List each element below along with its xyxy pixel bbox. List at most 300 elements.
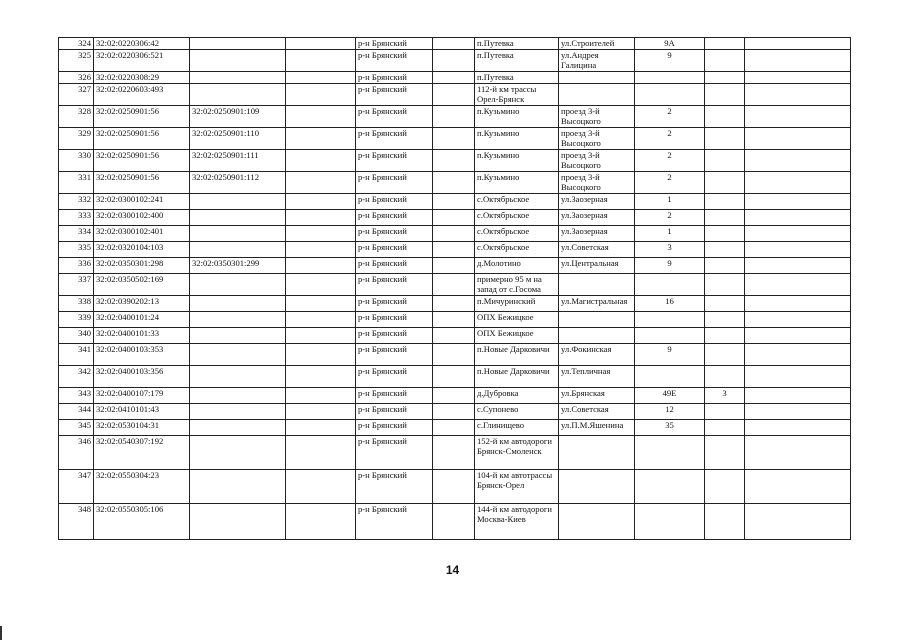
page-number: 14 bbox=[445, 563, 460, 577]
cell-cadastral-number: 32:02:0300102:241 bbox=[94, 194, 190, 210]
cell-cadastral-number-2 bbox=[190, 210, 286, 226]
cell-empty bbox=[745, 50, 851, 72]
cell-street: проезд 3-й Высоцкого bbox=[559, 172, 635, 194]
cell-empty bbox=[286, 72, 356, 84]
cell-house: 9А bbox=[635, 38, 705, 50]
cell-district: р-н Брянский bbox=[356, 436, 433, 470]
cell-empty bbox=[433, 504, 475, 540]
cell-empty bbox=[286, 388, 356, 404]
cell-locality: п.Кузьмино bbox=[475, 128, 559, 150]
cell-cadastral-number-2 bbox=[190, 366, 286, 388]
cell-building bbox=[705, 504, 745, 540]
cell-street bbox=[559, 328, 635, 344]
cell-cadastral-number-2 bbox=[190, 296, 286, 312]
table-row bbox=[59, 128, 851, 150]
cell-cadastral-number: 32:02:0300102:401 bbox=[94, 226, 190, 242]
cell-district: р-н Брянский bbox=[356, 172, 433, 194]
cell-empty bbox=[286, 194, 356, 210]
cell-row-number: 329 bbox=[59, 128, 94, 150]
cell-cadastral-number: 32:02:0400103:353 bbox=[94, 344, 190, 366]
cell-cadastral-number: 32:02:0350502:169 bbox=[94, 274, 190, 296]
cell-street: ул.Андрея Галицина bbox=[559, 50, 635, 72]
cell-cadastral-number: 32:02:0250901:56 bbox=[94, 172, 190, 194]
table-row bbox=[59, 274, 851, 296]
cell-row-number: 332 bbox=[59, 194, 94, 210]
cell-building bbox=[705, 420, 745, 436]
cell-cadastral-number-2 bbox=[190, 194, 286, 210]
cell-house: 3 bbox=[635, 242, 705, 258]
cell-district: р-н Брянский bbox=[356, 226, 433, 242]
cell-cadastral-number: 32:02:0400101:33 bbox=[94, 328, 190, 344]
table-row bbox=[59, 436, 851, 470]
cell-district: р-н Брянский bbox=[356, 128, 433, 150]
cell-building bbox=[705, 258, 745, 274]
cell-empty bbox=[286, 106, 356, 128]
cell-street: ул.Фокинская bbox=[559, 344, 635, 366]
cell-row-number: 337 bbox=[59, 274, 94, 296]
cell-district: р-н Брянский bbox=[356, 274, 433, 296]
cell-house: 12 bbox=[635, 404, 705, 420]
table-row bbox=[59, 366, 851, 388]
cell-house: 9 bbox=[635, 50, 705, 72]
cell-empty bbox=[433, 388, 475, 404]
cell-locality: п.Кузьмино bbox=[475, 106, 559, 128]
cell-house: 1 bbox=[635, 226, 705, 242]
cell-row-number: 338 bbox=[59, 296, 94, 312]
cell-empty bbox=[286, 420, 356, 436]
cell-empty bbox=[745, 436, 851, 470]
cell-empty bbox=[745, 312, 851, 328]
cell-locality: с.Октябрьское bbox=[475, 194, 559, 210]
cell-row-number: 324 bbox=[59, 38, 94, 50]
cell-cadastral-number: 32:02:0300102:400 bbox=[94, 210, 190, 226]
cell-locality: с.Октябрьское bbox=[475, 242, 559, 258]
cell-cadastral-number-2 bbox=[190, 404, 286, 420]
cell-house: 1 bbox=[635, 194, 705, 210]
cell-row-number: 345 bbox=[59, 420, 94, 436]
cell-empty bbox=[286, 296, 356, 312]
cell-cadastral-number: 32:02:0250901:56 bbox=[94, 128, 190, 150]
cell-street bbox=[559, 274, 635, 296]
cell-row-number: 346 bbox=[59, 436, 94, 470]
table-row bbox=[59, 344, 851, 366]
cell-cadastral-number-2 bbox=[190, 328, 286, 344]
cell-empty bbox=[286, 274, 356, 296]
cell-street: проезд 3-й Высоцкого bbox=[559, 106, 635, 128]
cell-building bbox=[705, 106, 745, 128]
cell-district: р-н Брянский bbox=[356, 366, 433, 388]
cell-cadastral-number: 32:02:0250901:56 bbox=[94, 150, 190, 172]
cell-locality: п.Кузьмино bbox=[475, 172, 559, 194]
cell-cadastral-number: 32:02:0250901:56 bbox=[94, 106, 190, 128]
cell-street: ул.Центральная bbox=[559, 258, 635, 274]
cell-locality: п.Новые Дарковичи bbox=[475, 344, 559, 366]
cell-house bbox=[635, 470, 705, 504]
cell-empty bbox=[745, 420, 851, 436]
cell-cadastral-number: 32:02:0400107:179 bbox=[94, 388, 190, 404]
cell-locality: ОПХ Бежицкое bbox=[475, 328, 559, 344]
cell-house: 9 bbox=[635, 258, 705, 274]
cell-locality: 104-й км автотрассы Брянск-Орел bbox=[475, 470, 559, 504]
cell-empty bbox=[745, 404, 851, 420]
cell-street: ул.Строителей bbox=[559, 38, 635, 50]
cell-empty bbox=[745, 106, 851, 128]
table-row bbox=[59, 72, 851, 84]
cell-house: 35 bbox=[635, 420, 705, 436]
cell-row-number: 330 bbox=[59, 150, 94, 172]
cell-building bbox=[705, 344, 745, 366]
cell-district: р-н Брянский bbox=[356, 72, 433, 84]
cell-house: 2 bbox=[635, 128, 705, 150]
cell-row-number: 334 bbox=[59, 226, 94, 242]
cell-empty bbox=[745, 72, 851, 84]
cell-empty bbox=[433, 84, 475, 106]
cell-empty bbox=[745, 328, 851, 344]
cell-empty bbox=[286, 504, 356, 540]
cell-empty bbox=[286, 404, 356, 420]
cell-empty bbox=[286, 366, 356, 388]
cell-row-number: 347 bbox=[59, 470, 94, 504]
cell-district: р-н Брянский bbox=[356, 388, 433, 404]
cell-locality: п.Мичуринский bbox=[475, 296, 559, 312]
cell-cadastral-number: 32:02:0410101:43 bbox=[94, 404, 190, 420]
cell-building bbox=[705, 312, 745, 328]
cell-cadastral-number: 32:02:0390202:13 bbox=[94, 296, 190, 312]
cell-empty bbox=[745, 388, 851, 404]
cell-cadastral-number-2: 32:02:0250901:109 bbox=[190, 106, 286, 128]
cell-cadastral-number: 32:02:0350301:298 bbox=[94, 258, 190, 274]
cell-street bbox=[559, 504, 635, 540]
cell-house bbox=[635, 328, 705, 344]
cell-empty bbox=[286, 242, 356, 258]
cell-empty bbox=[745, 296, 851, 312]
cell-locality: с.Октябрьское bbox=[475, 210, 559, 226]
cell-cadastral-number-2 bbox=[190, 84, 286, 106]
cell-building bbox=[705, 150, 745, 172]
cell-empty bbox=[286, 258, 356, 274]
cell-empty bbox=[286, 226, 356, 242]
cell-cadastral-number-2 bbox=[190, 38, 286, 50]
cell-row-number: 325 bbox=[59, 50, 94, 72]
table-body bbox=[59, 38, 851, 540]
cell-house: 16 bbox=[635, 296, 705, 312]
cell-cadastral-number-2: 32:02:0250901:110 bbox=[190, 128, 286, 150]
cell-row-number: 348 bbox=[59, 504, 94, 540]
cell-street: ул.П.М.Яшенина bbox=[559, 420, 635, 436]
cell-building bbox=[705, 296, 745, 312]
cell-house bbox=[635, 312, 705, 328]
cell-row-number: 333 bbox=[59, 210, 94, 226]
cell-row-number: 343 bbox=[59, 388, 94, 404]
cell-cadastral-number-2: 32:02:0250901:112 bbox=[190, 172, 286, 194]
cell-row-number: 331 bbox=[59, 172, 94, 194]
table-row bbox=[59, 242, 851, 258]
cell-row-number: 339 bbox=[59, 312, 94, 328]
cell-empty bbox=[745, 38, 851, 50]
cell-locality: 112-й км трассы Орел-Брянск bbox=[475, 84, 559, 106]
cell-empty bbox=[433, 128, 475, 150]
cell-locality: д.Молотино bbox=[475, 258, 559, 274]
cell-empty bbox=[433, 106, 475, 128]
cell-cadastral-number: 32:02:0220306:521 bbox=[94, 50, 190, 72]
table-row bbox=[59, 404, 851, 420]
cell-building bbox=[705, 194, 745, 210]
cell-locality: с.Супонево bbox=[475, 404, 559, 420]
cell-house: 2 bbox=[635, 210, 705, 226]
cell-cadastral-number-2 bbox=[190, 388, 286, 404]
cell-empty bbox=[745, 242, 851, 258]
cell-locality: ОПХ Бежицкое bbox=[475, 312, 559, 328]
scan-edge-mark bbox=[0, 626, 2, 640]
cell-cadastral-number: 32:02:0550304:23 bbox=[94, 470, 190, 504]
cell-street: ул.Заозерная bbox=[559, 210, 635, 226]
cell-house: 2 bbox=[635, 172, 705, 194]
cell-cadastral-number: 32:02:0530104:31 bbox=[94, 420, 190, 436]
cell-street: ул.Тепличная bbox=[559, 366, 635, 388]
cell-empty bbox=[433, 436, 475, 470]
cell-cadastral-number: 32:02:0540307:192 bbox=[94, 436, 190, 470]
cell-empty bbox=[745, 274, 851, 296]
cell-empty bbox=[433, 274, 475, 296]
cell-cadastral-number-2 bbox=[190, 470, 286, 504]
table-row bbox=[59, 50, 851, 72]
cell-district: р-н Брянский bbox=[356, 84, 433, 106]
cell-cadastral-number-2 bbox=[190, 420, 286, 436]
table-row bbox=[59, 84, 851, 106]
cell-cadastral-number-2 bbox=[190, 312, 286, 328]
cell-building bbox=[705, 50, 745, 72]
cell-district: р-н Брянский bbox=[356, 38, 433, 50]
cell-building bbox=[705, 210, 745, 226]
cell-empty bbox=[433, 38, 475, 50]
table-row bbox=[59, 504, 851, 540]
cell-street: ул.Брянская bbox=[559, 388, 635, 404]
cell-empty bbox=[433, 72, 475, 84]
cell-street bbox=[559, 436, 635, 470]
cell-empty bbox=[286, 470, 356, 504]
cell-locality: с.Глинищево bbox=[475, 420, 559, 436]
table-row bbox=[59, 312, 851, 328]
cell-district: р-н Брянский bbox=[356, 312, 433, 328]
cell-empty bbox=[433, 242, 475, 258]
cell-cadastral-number: 32:02:0550305:106 bbox=[94, 504, 190, 540]
cell-cadastral-number-2 bbox=[190, 504, 286, 540]
cell-house bbox=[635, 84, 705, 106]
cell-locality: п.Путевка bbox=[475, 50, 559, 72]
cell-district: р-н Брянский bbox=[356, 420, 433, 436]
cell-street: проезд 3-й Высоцкого bbox=[559, 128, 635, 150]
cell-cadastral-number-2 bbox=[190, 242, 286, 258]
cell-cadastral-number-2 bbox=[190, 72, 286, 84]
cell-street: ул.Заозерная bbox=[559, 226, 635, 242]
table-row bbox=[59, 226, 851, 242]
cell-district: р-н Брянский bbox=[356, 344, 433, 366]
cell-empty bbox=[433, 172, 475, 194]
cell-empty bbox=[433, 210, 475, 226]
cell-street: проезд 3-й Высоцкого bbox=[559, 150, 635, 172]
cell-empty bbox=[433, 312, 475, 328]
cell-empty bbox=[433, 258, 475, 274]
cell-locality: с.Октябрьское bbox=[475, 226, 559, 242]
cell-district: р-н Брянский bbox=[356, 210, 433, 226]
cell-empty bbox=[745, 226, 851, 242]
cell-locality: д.Дубровка bbox=[475, 388, 559, 404]
cell-locality: примерно 95 м на запад от с.Госома bbox=[475, 274, 559, 296]
cell-district: р-н Брянский bbox=[356, 296, 433, 312]
cell-empty bbox=[433, 420, 475, 436]
cell-house bbox=[635, 436, 705, 470]
cell-cadastral-number: 32:02:0220308:29 bbox=[94, 72, 190, 84]
cell-empty bbox=[433, 404, 475, 420]
cell-cadastral-number-2 bbox=[190, 226, 286, 242]
cell-empty bbox=[745, 210, 851, 226]
cell-cadastral-number-2 bbox=[190, 50, 286, 72]
cell-empty bbox=[745, 344, 851, 366]
cell-empty bbox=[433, 470, 475, 504]
cell-cadastral-number-2: 32:02:0250901:111 bbox=[190, 150, 286, 172]
cell-row-number: 336 bbox=[59, 258, 94, 274]
cell-house: 2 bbox=[635, 106, 705, 128]
cell-empty bbox=[433, 366, 475, 388]
cell-district: р-н Брянский bbox=[356, 150, 433, 172]
document-sheet bbox=[58, 37, 850, 540]
cell-cadastral-number: 32:02:0220306:42 bbox=[94, 38, 190, 50]
cell-row-number: 326 bbox=[59, 72, 94, 84]
table-row bbox=[59, 258, 851, 274]
cell-empty bbox=[433, 344, 475, 366]
cell-empty bbox=[433, 226, 475, 242]
cell-empty bbox=[745, 150, 851, 172]
cell-street bbox=[559, 72, 635, 84]
cell-street: ул.Советская bbox=[559, 404, 635, 420]
table-row bbox=[59, 296, 851, 312]
table-row bbox=[59, 388, 851, 404]
cell-house bbox=[635, 274, 705, 296]
cell-district: р-н Брянский bbox=[356, 328, 433, 344]
table-row bbox=[59, 106, 851, 128]
cell-locality: 144-й км автодороги Москва-Киев bbox=[475, 504, 559, 540]
cell-empty bbox=[286, 128, 356, 150]
cell-empty bbox=[433, 296, 475, 312]
cell-building bbox=[705, 72, 745, 84]
cell-house: 2 bbox=[635, 150, 705, 172]
cell-locality: п.Путевка bbox=[475, 72, 559, 84]
cell-empty bbox=[286, 436, 356, 470]
cell-row-number: 340 bbox=[59, 328, 94, 344]
cell-building bbox=[705, 242, 745, 258]
cell-street: ул.Магистральная bbox=[559, 296, 635, 312]
cell-empty bbox=[433, 194, 475, 210]
cell-empty bbox=[286, 38, 356, 50]
table-row bbox=[59, 38, 851, 50]
cell-house bbox=[635, 72, 705, 84]
table-row bbox=[59, 470, 851, 504]
cell-street bbox=[559, 470, 635, 504]
cell-locality: 152-й км автодороги Брянск-Смоленск bbox=[475, 436, 559, 470]
cell-district: р-н Брянский bbox=[356, 504, 433, 540]
cell-house: 49Е bbox=[635, 388, 705, 404]
cell-empty bbox=[745, 504, 851, 540]
cell-empty bbox=[433, 328, 475, 344]
cell-building bbox=[705, 366, 745, 388]
cell-building bbox=[705, 328, 745, 344]
cell-cadastral-number-2 bbox=[190, 274, 286, 296]
table-row bbox=[59, 420, 851, 436]
cell-building: 3 bbox=[705, 388, 745, 404]
cell-empty bbox=[433, 50, 475, 72]
cell-empty bbox=[745, 128, 851, 150]
cell-street bbox=[559, 84, 635, 106]
cell-row-number: 335 bbox=[59, 242, 94, 258]
cell-cadastral-number: 32:02:0220603:493 bbox=[94, 84, 190, 106]
cell-district: р-н Брянский bbox=[356, 258, 433, 274]
cell-building bbox=[705, 84, 745, 106]
cell-cadastral-number-2 bbox=[190, 344, 286, 366]
cell-house: 9 bbox=[635, 344, 705, 366]
table-row bbox=[59, 150, 851, 172]
cell-building bbox=[705, 436, 745, 470]
cell-house bbox=[635, 366, 705, 388]
cell-empty bbox=[286, 344, 356, 366]
cell-empty bbox=[286, 328, 356, 344]
cell-building bbox=[705, 404, 745, 420]
cell-empty bbox=[286, 312, 356, 328]
cell-street: ул.Советская bbox=[559, 242, 635, 258]
cell-empty bbox=[286, 210, 356, 226]
cell-row-number: 328 bbox=[59, 106, 94, 128]
cell-row-number: 342 bbox=[59, 366, 94, 388]
cell-empty bbox=[745, 258, 851, 274]
cell-street bbox=[559, 312, 635, 328]
cell-building bbox=[705, 226, 745, 242]
cell-district: р-н Брянский bbox=[356, 242, 433, 258]
cell-district: р-н Брянский bbox=[356, 404, 433, 420]
cell-empty bbox=[745, 84, 851, 106]
cell-building bbox=[705, 274, 745, 296]
cell-district: р-н Брянский bbox=[356, 106, 433, 128]
cell-row-number: 344 bbox=[59, 404, 94, 420]
cell-building bbox=[705, 38, 745, 50]
cell-cadastral-number: 32:02:0400103:356 bbox=[94, 366, 190, 388]
cell-empty bbox=[745, 366, 851, 388]
cell-empty bbox=[286, 84, 356, 106]
cell-empty bbox=[286, 172, 356, 194]
cell-district: р-н Брянский bbox=[356, 194, 433, 210]
cell-building bbox=[705, 172, 745, 194]
table-row bbox=[59, 172, 851, 194]
cell-locality: п.Кузьмино bbox=[475, 150, 559, 172]
table-row bbox=[59, 210, 851, 226]
cell-street: ул.Заозерная bbox=[559, 194, 635, 210]
cell-empty bbox=[745, 194, 851, 210]
cell-row-number: 341 bbox=[59, 344, 94, 366]
table-row bbox=[59, 328, 851, 344]
cell-building bbox=[705, 470, 745, 504]
cell-cadastral-number-2: 32:02:0350301:299 bbox=[190, 258, 286, 274]
cell-empty bbox=[745, 172, 851, 194]
cell-cadastral-number: 32:02:0400101:24 bbox=[94, 312, 190, 328]
table-row bbox=[59, 194, 851, 210]
cell-locality: п.Новые Дарковичи bbox=[475, 366, 559, 388]
property-table bbox=[58, 37, 851, 540]
cell-building bbox=[705, 128, 745, 150]
cell-district: р-н Брянский bbox=[356, 50, 433, 72]
cell-empty bbox=[286, 150, 356, 172]
cell-house bbox=[635, 504, 705, 540]
cell-locality: п.Путевка bbox=[475, 38, 559, 50]
cell-district: р-н Брянский bbox=[356, 470, 433, 504]
cell-empty bbox=[433, 150, 475, 172]
